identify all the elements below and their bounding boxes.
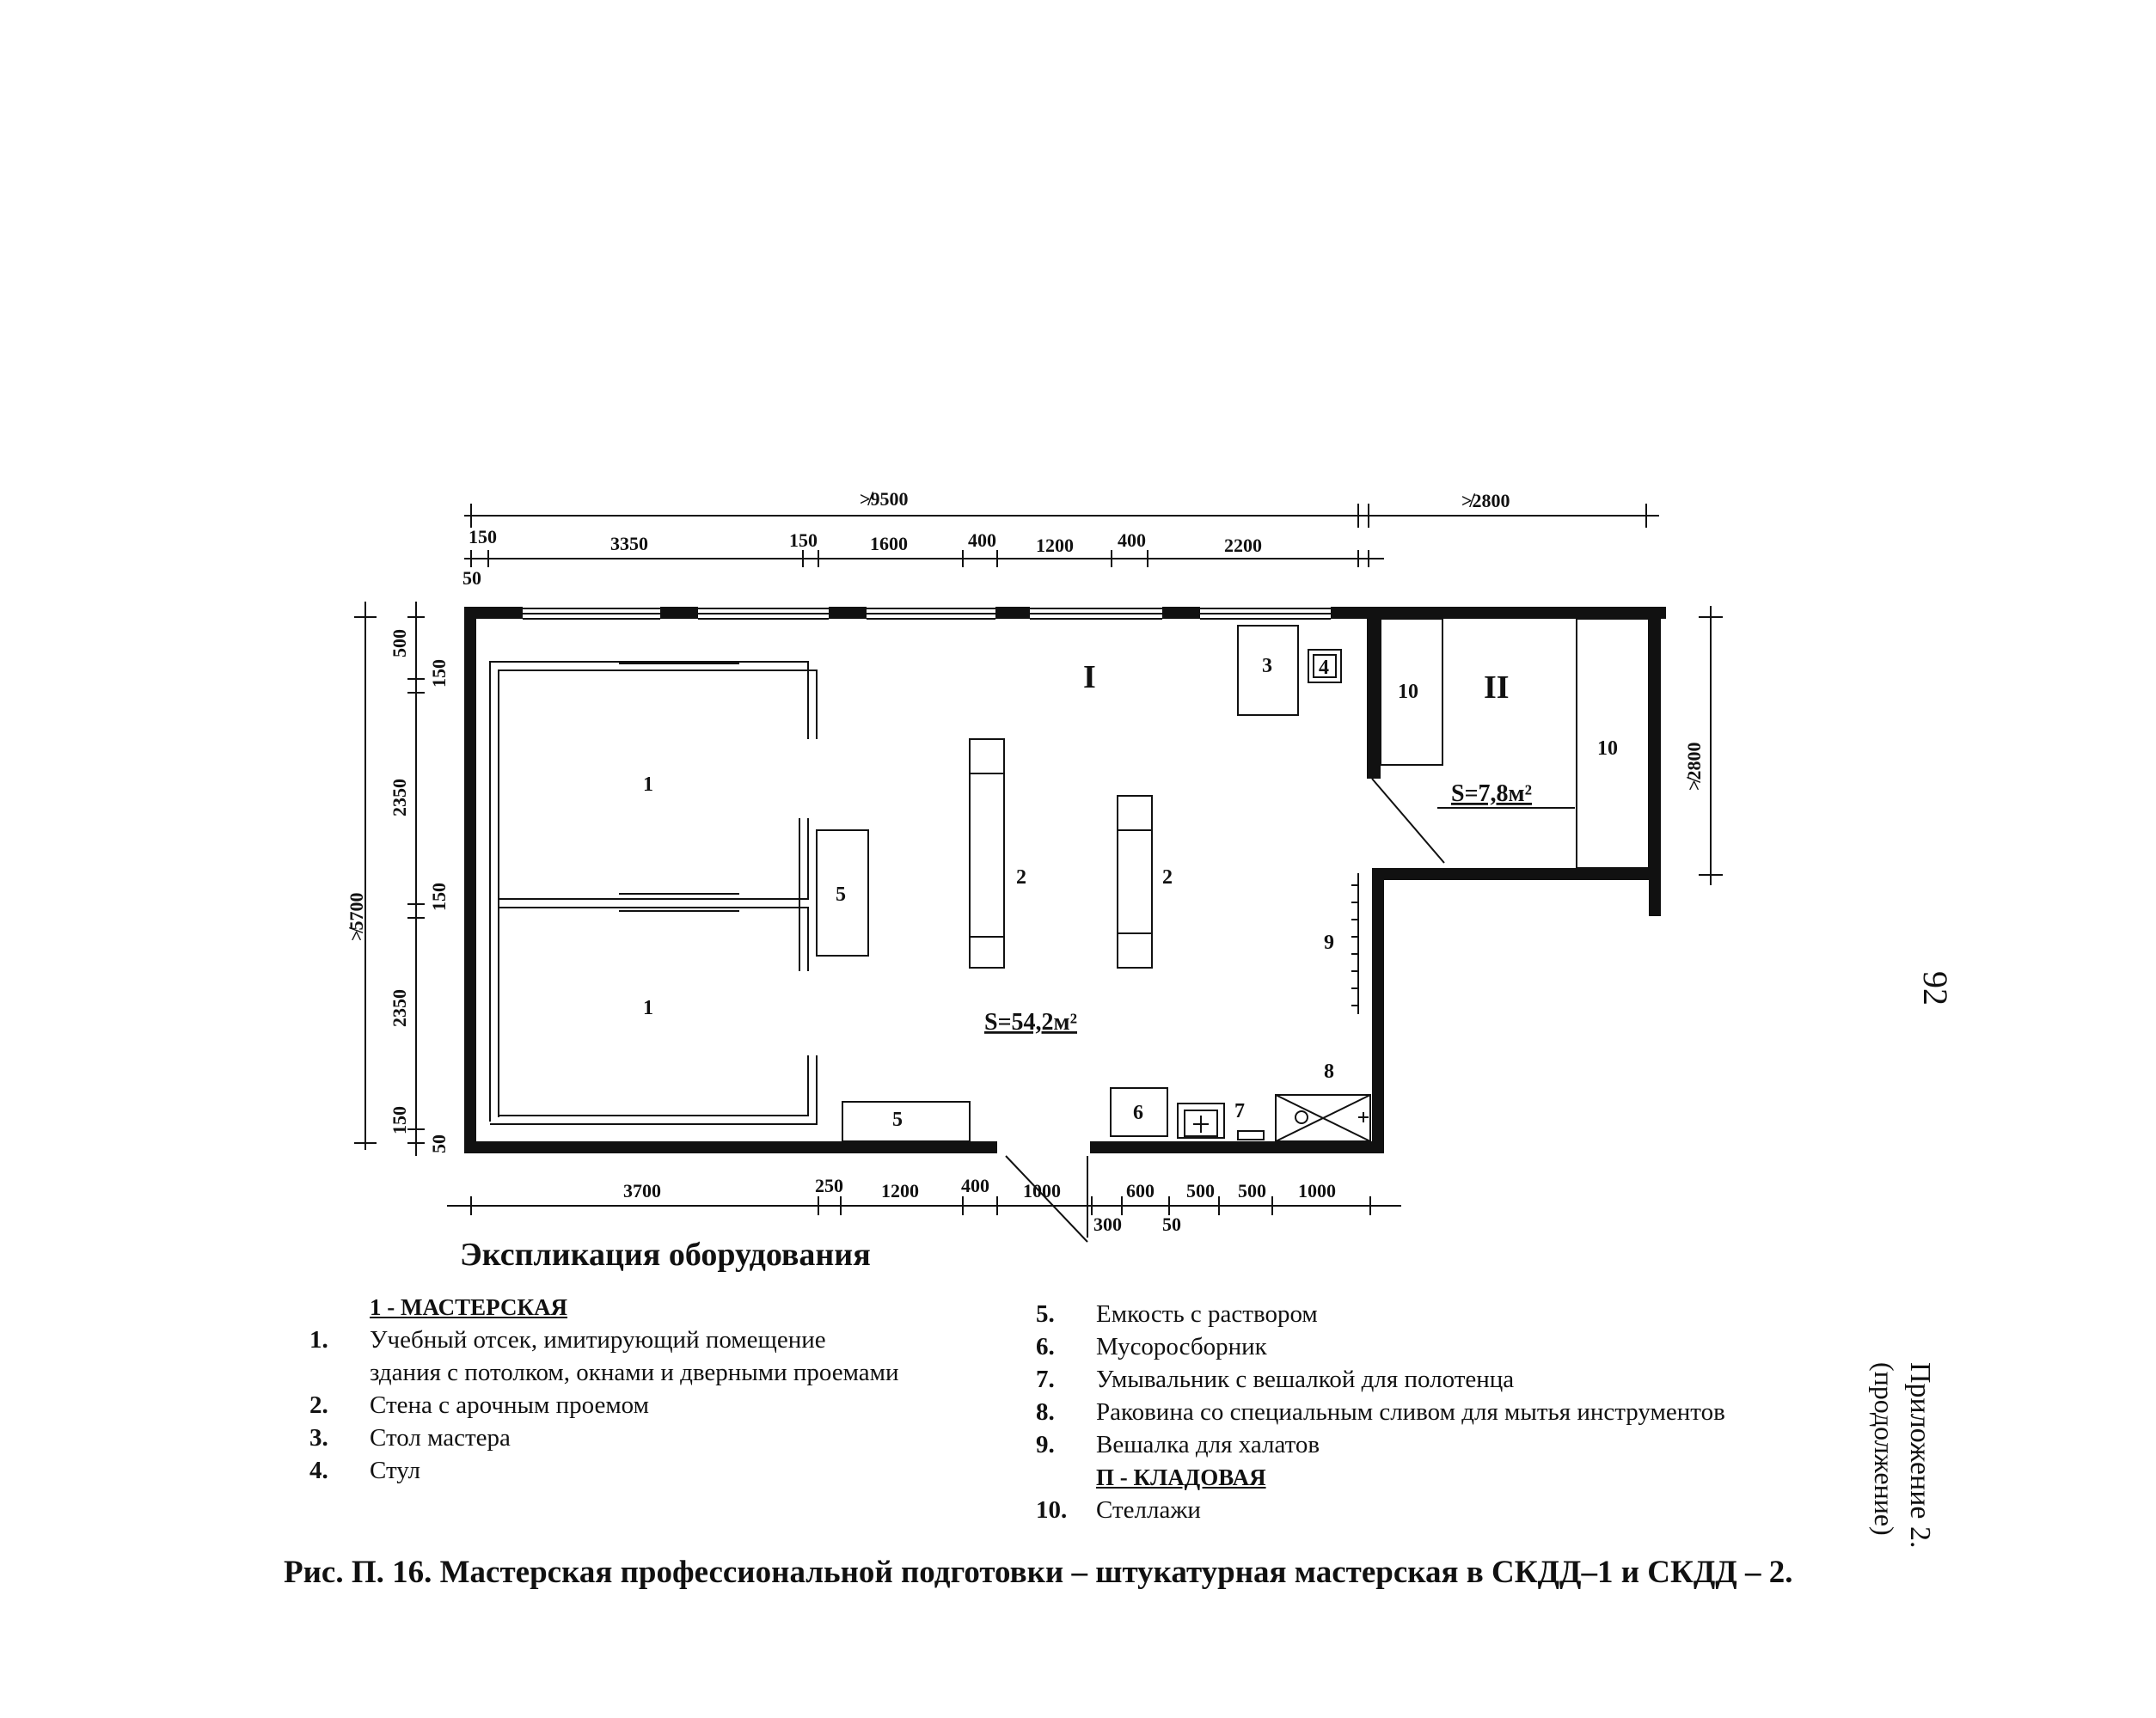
dim-left-1: 500 xyxy=(389,629,410,657)
legend-item: 9. Вешалка для халатов xyxy=(1036,1431,1320,1458)
mark-mortar-mid: 5 xyxy=(836,883,846,906)
mark-hanger: 9 xyxy=(1324,932,1334,954)
left-dimensions xyxy=(354,602,425,1156)
dim-left-7: 50 xyxy=(428,1134,450,1153)
legend-section-1: 1 - МАСТЕРСКАЯ xyxy=(370,1294,568,1320)
mark-sink: 8 xyxy=(1324,1061,1334,1083)
dim-left-6: 150 xyxy=(389,1106,410,1134)
training-booths xyxy=(490,662,817,1124)
room-label-1: I xyxy=(1083,659,1096,695)
page-number: 92 xyxy=(1916,971,1955,1006)
legend-right-column xyxy=(1036,1298,1725,1526)
mark-bin: 6 xyxy=(1133,1102,1143,1124)
windows xyxy=(523,608,1331,619)
dim-top-2: 3350 xyxy=(610,533,648,554)
dim-bottom-3: 1200 xyxy=(881,1180,919,1201)
legend-item: 1. Учебный отсек, имитирующий помещение xyxy=(309,1326,826,1354)
legend-section-2: П - КЛАДОВАЯ xyxy=(1096,1464,1266,1490)
dim-top-store: ≯2800 xyxy=(1461,490,1510,511)
mark-mortar-bottom: 5 xyxy=(892,1109,903,1131)
arched-walls xyxy=(970,739,1152,968)
legend-item: 8. Раковина со специальным сливом для мытья инструментов xyxy=(1036,1398,1725,1426)
mark-wall-left: 2 xyxy=(1016,866,1026,889)
mark-desk: 3 xyxy=(1262,655,1272,677)
dim-left-total: ≯5700 xyxy=(346,892,367,941)
dim-top-3: 150 xyxy=(789,529,818,551)
mark-rack-right: 10 xyxy=(1597,737,1618,760)
dim-bottom-small-1: 300 xyxy=(1093,1214,1122,1235)
dim-left-3: 2350 xyxy=(389,779,410,816)
mark-rack-left: 10 xyxy=(1398,681,1418,703)
dim-top-4: 1600 xyxy=(870,533,908,554)
dim-right-store: ≯2800 xyxy=(1683,742,1705,791)
dim-bottom-7: 500 xyxy=(1186,1180,1215,1201)
dim-bottom-small-2: 50 xyxy=(1162,1214,1181,1235)
dim-top-total: ≯9500 xyxy=(860,488,909,510)
figure-caption: Рис. П. 16. Мастерская профессиональной подготовки – штукатурная мастерская в СКДД–1 и СКДД – 2. xyxy=(284,1555,1793,1590)
dim-left-5: 2350 xyxy=(389,989,410,1027)
area-room-1: S=54,2м² xyxy=(984,1009,1077,1036)
legend-left-column xyxy=(309,1291,899,1487)
dim-bottom-8: 500 xyxy=(1238,1180,1266,1201)
hanger xyxy=(1351,873,1358,1014)
legend-item: 3. Стол мастера xyxy=(309,1424,511,1452)
dim-bottom-4: 400 xyxy=(961,1175,989,1196)
dim-bottom-6: 600 xyxy=(1126,1180,1155,1201)
legend-item: 6. Мусоросборник xyxy=(1036,1333,1267,1360)
side-appendix: Приложение 2. xyxy=(1904,1362,1936,1549)
mark-booth-bottom: 1 xyxy=(643,997,653,1019)
mark-wall-right: 2 xyxy=(1162,866,1173,889)
legend-item: 4. Стул xyxy=(309,1457,420,1484)
mark-washbasin: 7 xyxy=(1234,1100,1245,1122)
dim-left-2: 150 xyxy=(428,659,450,688)
legend-item: 7. Умывальник с вешалкой для полотенца xyxy=(1036,1366,1515,1393)
dim-top-1: 150 xyxy=(469,526,497,547)
dim-bottom-9: 1000 xyxy=(1298,1180,1336,1201)
room-label-2: II xyxy=(1484,669,1510,706)
dim-top-6: 1200 xyxy=(1036,535,1074,556)
mark-chair: 4 xyxy=(1319,657,1329,679)
area-room-2: S=7,8м² xyxy=(1451,780,1532,807)
dim-bottom-1: 3700 xyxy=(623,1180,661,1201)
legend-item: здания с потолком, окнами и дверными проемами xyxy=(370,1359,899,1386)
dim-top-5: 400 xyxy=(968,529,996,551)
legend-item: 5. Емкость с раствором xyxy=(1036,1300,1318,1328)
dim-left-4: 150 xyxy=(428,883,450,911)
storeroom-door xyxy=(1372,779,1444,863)
legend-title: Экспликация оборудования xyxy=(460,1237,871,1273)
dim-bottom-2: 250 xyxy=(815,1175,843,1196)
dim-top-7: 400 xyxy=(1118,529,1146,551)
mark-booth-top: 1 xyxy=(643,773,653,796)
mortar-containers xyxy=(817,830,970,1141)
side-continued: (продолжение) xyxy=(1869,1362,1900,1536)
dim-top-8: 2200 xyxy=(1224,535,1262,556)
dim-bottom-5: 1000 xyxy=(1023,1180,1061,1201)
legend-item: 10. Стеллажи xyxy=(1036,1496,1201,1524)
dim-top-small: 50 xyxy=(462,567,481,589)
legend-item: 2. Стена с арочным проемом xyxy=(309,1391,649,1419)
